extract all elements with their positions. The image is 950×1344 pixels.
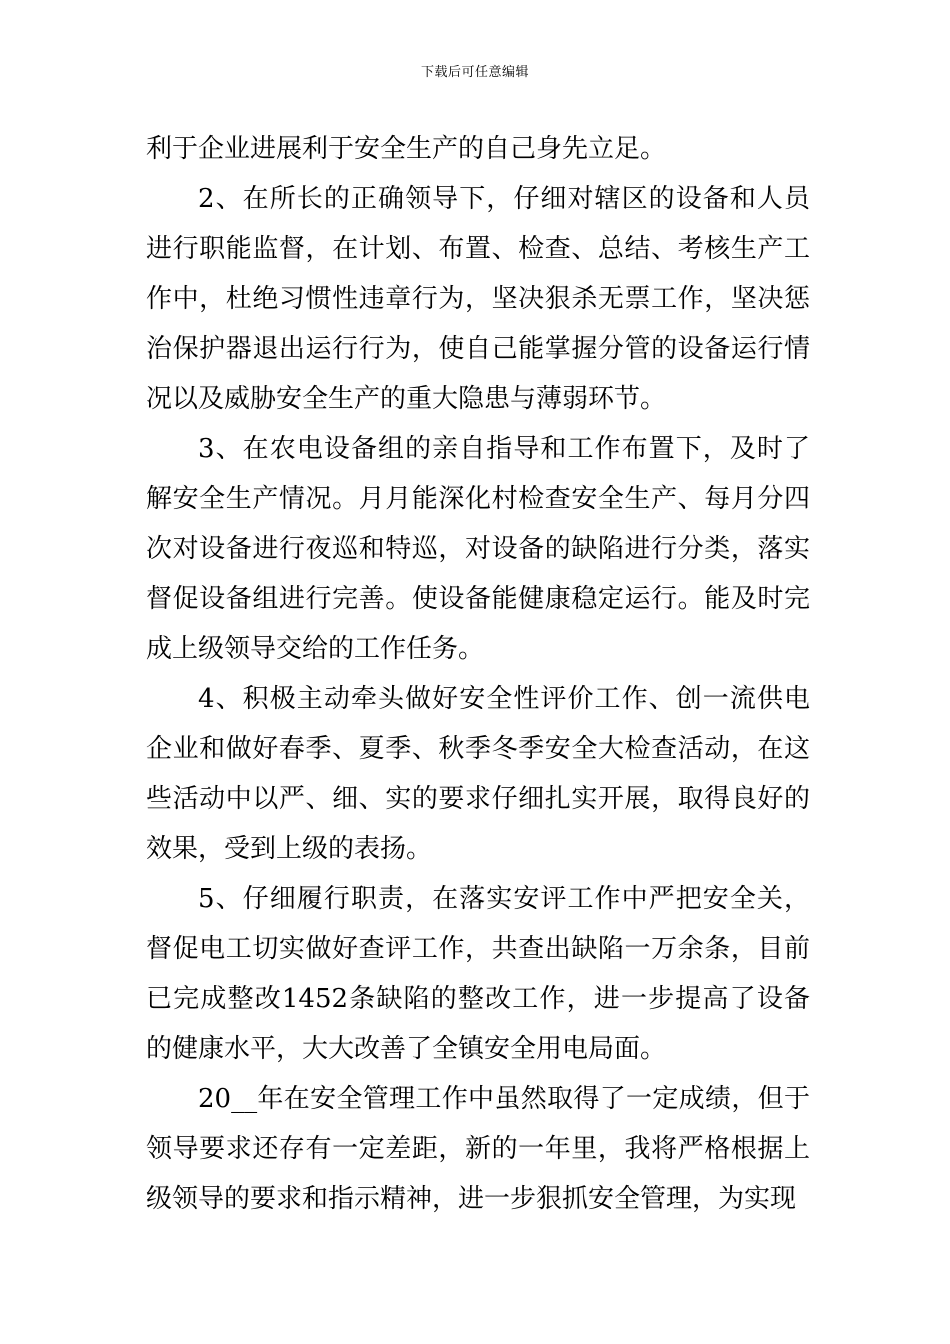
document-body (146, 124, 810, 1224)
page-header: 下载后可任意编辑 (420, 65, 529, 80)
paragraph-item-4: 4、积极主动牵头做好安全性评价工作、创一流供电企业和做好春季、夏季、秋季冬季安全大检查活动，在这些活动中以严、细、实的要求仔细扎实开展，取得良好的效果，受到上级的表扬。 (146, 684, 810, 864)
paragraph-item-2: 2、在所长的正确领导下，仔细对辖区的设备和人员进行职能监督，在计划、布置、检查、总结、考核生产工作中，杜绝习惯性违章行为，坚决狠杀无票工作，坚决惩治保护器退出运行行为，使自己能掌握分管的设备运行情况以及威胁安全生产的重大隐患与薄弱环节。 (146, 184, 810, 414)
paragraph-item-3: 3、在农电设备组的亲自指导和工作布置下，及时了解安全生产情况。月月能深化村检查安全生产、每月分四次对设备进行夜巡和特巡，对设备的缺陷进行分类，落实督促设备组进行完善。使设备能健康稳定运行。能及时完成上级领导交给的工作任务。 (146, 434, 810, 664)
paragraph-continuation: 利于企业进展利于安全生产的自己身先立足。 (146, 134, 667, 164)
paragraph-summary: 20__年在安全管理工作中虽然取得了一定成绩，但于领导要求还存有一定差距，新的一年里，我将严格根据上级领导的要求和指示精神，进一步狠抓安全管理，为实现 (146, 1084, 810, 1214)
paragraph-item-5: 5、仔细履行职责，在落实安评工作中严把安全关，督促电工切实做好查评工作，共查出缺陷一万余条，目前已完成整改1452条缺陷的整改工作，进一步提高了设备的健康水平，大大改善了全镇安全用电局面。 (146, 884, 810, 1064)
